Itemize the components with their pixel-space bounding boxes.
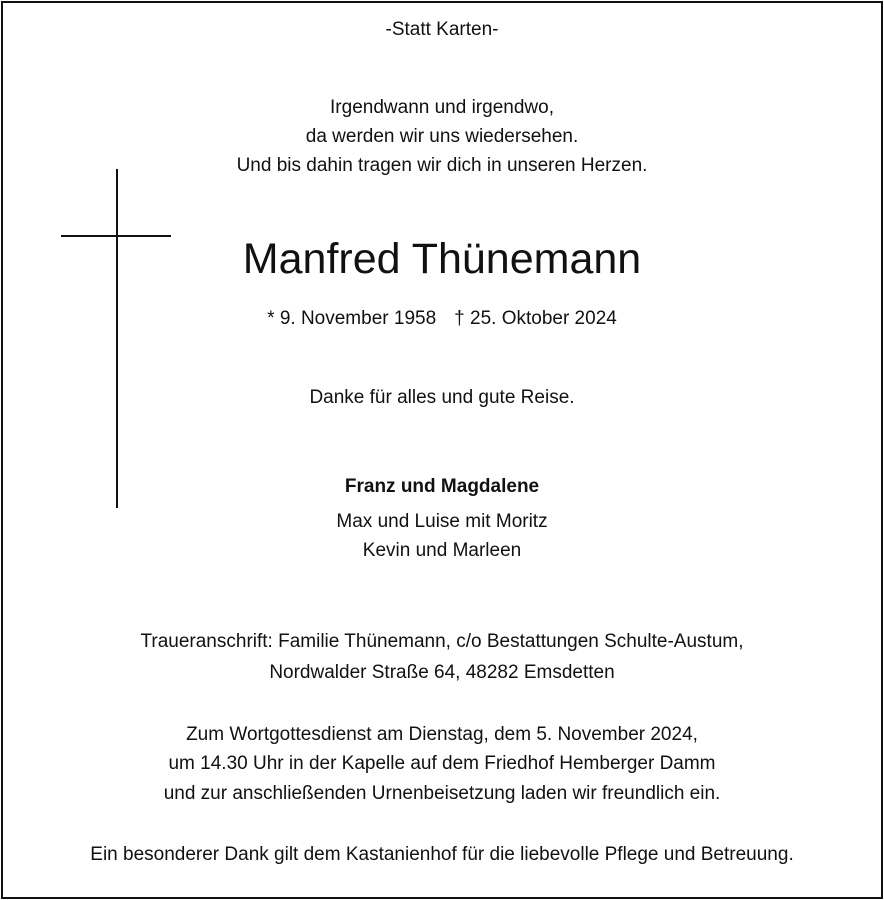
verse-line-3: Und bis dahin tragen wir dich in unseren Herzen.: [236, 155, 648, 176]
mourner-primary: Franz und Magdalene: [344, 476, 540, 497]
cross-icon-vertical: [116, 169, 118, 508]
mourner-line-2: Kevin und Marleen: [362, 540, 522, 561]
header-note: -Statt Karten-: [385, 19, 499, 40]
service-line-1: Zum Wortgottesdienst am Dienstag, dem 5. November 2024,: [186, 724, 698, 745]
death-date: † 25. Oktober 2024: [454, 308, 617, 329]
deceased-name: Manfred Thünemann: [242, 235, 642, 283]
verse-line-1: Irgendwann und irgendwo,: [330, 97, 554, 118]
address-line-1: Traueranschrift: Familie Thünemann, c/o Bestattungen Schulte-Austum,: [140, 631, 744, 652]
thanks-line: Ein besonderer Dank gilt dem Kastanienhof für die liebevolle Pflege und Betreuung.: [90, 844, 794, 865]
service-line-3: und zur anschließenden Urnenbeisetzung laden wir freundlich ein.: [163, 783, 721, 804]
life-dates: [0, 307, 884, 331]
mourner-line-1: Max und Luise mit Moritz: [336, 511, 548, 532]
service-line-2: um 14.30 Uhr in der Kapelle auf dem Friedhof Hemberger Damm: [168, 753, 716, 774]
verse-line-2: da werden wir uns wiedersehen.: [305, 126, 579, 147]
birth-date: * 9. November 1958: [267, 308, 437, 329]
address-line-2: Nordwalder Straße 64, 48282 Emsdetten: [269, 662, 615, 683]
farewell-line: Danke für alles und gute Reise.: [309, 387, 575, 408]
